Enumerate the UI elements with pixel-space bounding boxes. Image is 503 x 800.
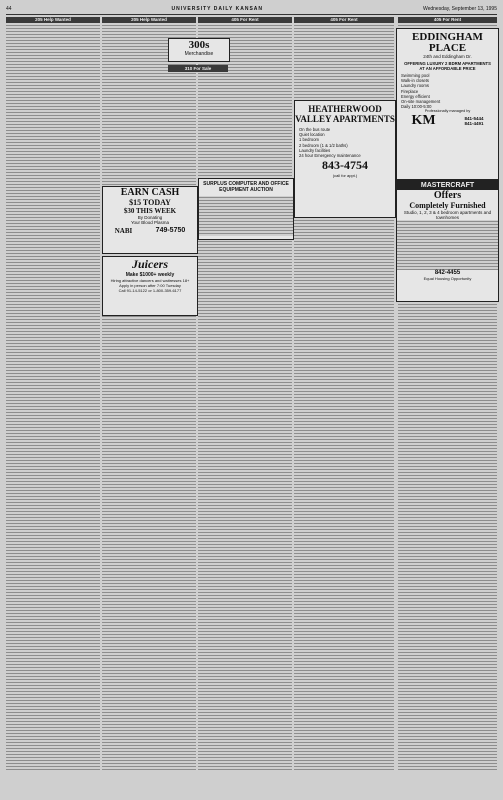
eddingham-item: Laundry rooms xyxy=(401,83,429,89)
heatherwood-item: On the bus route xyxy=(299,127,331,132)
classified-text xyxy=(198,24,292,770)
surplus-auction-ad xyxy=(198,178,294,240)
earn-line: Your Blood Plasma xyxy=(130,220,170,225)
masthead: UNIVERSITY DAILY KANSAN xyxy=(171,6,264,12)
eddingham-phone: 841-5444 xyxy=(464,116,484,122)
heatherwood-phone: 843-4754 xyxy=(322,158,368,173)
classified-text xyxy=(6,24,100,770)
section-sub: Merchandise xyxy=(184,51,214,57)
juicers-line: Make $1000+ weekly xyxy=(125,272,175,278)
mastercraft-title: Offers xyxy=(433,190,462,201)
juicers-line: Hiring attractive dancers and waitresses 18+ xyxy=(110,278,190,283)
column-heading: 205 Help Wanted xyxy=(102,17,196,23)
merchandise-section-header xyxy=(168,38,230,62)
mastercraft-sub: Studio, 1, 2, 3 & 4 bedroom apartments and townhomes xyxy=(403,210,492,220)
juicers-phone: Call 91-14-5122 or 1-800-359-6177 xyxy=(118,288,182,293)
classified-text xyxy=(102,24,196,770)
juicers-line: Apply in person after 7:00 Tuesday xyxy=(119,283,181,288)
earn-line: By Donating xyxy=(137,215,163,220)
juicers-title: Juicers xyxy=(132,257,168,271)
heatherwood-name: HEATHERWOOD VALLEY APARTMENTS xyxy=(295,104,395,124)
eddingham-sub: 24th and Eddingham Dr. xyxy=(423,54,472,59)
mastercraft-logo: MASTERCRAFT xyxy=(397,181,498,190)
page-number: 44 xyxy=(6,6,12,12)
km-logo: KM xyxy=(411,113,436,129)
heatherwood-sub: (call for appt.) xyxy=(332,173,358,179)
eddingham-item: Daily 10:00-5:00 xyxy=(401,104,432,110)
page-date: Wednesday, September 13, 1995 xyxy=(422,6,497,12)
column-heading: 405 For Rent xyxy=(398,17,497,23)
juicers-ad xyxy=(102,256,198,316)
heatherwood-item: 1 bedroom xyxy=(299,137,320,143)
mastercraft-phone: 842-4455 xyxy=(434,270,461,276)
mastercraft-tag: Equal Housing Opportunity xyxy=(423,276,472,281)
heatherwood-item: Quiet location xyxy=(299,132,325,138)
eddingham-item: Walk-in closets xyxy=(401,78,429,84)
nabi-logo: NABI xyxy=(114,227,133,235)
column-heading: 405 For Rent xyxy=(294,17,394,23)
eddingham-item: Swimming pool xyxy=(401,73,430,78)
heatherwood-ad xyxy=(294,100,396,218)
surplus-title: SURPLUS COMPUTER AND OFFICE EQUIPMENT AUCTION xyxy=(203,181,289,193)
mastercraft-title2: Completely Furnished xyxy=(409,201,486,210)
heatherwood-item: 2 bedroom (1 & 1/2 baths) xyxy=(299,142,348,148)
column-3 xyxy=(198,16,292,770)
section-title: 300s xyxy=(188,39,210,51)
eddingham-phone2: 841-4491 xyxy=(464,121,484,127)
earn-line: $30 THIS WEEK xyxy=(123,207,177,215)
eddingham-tag: OFFERING LUXURY 2 BDRM APARTMENTS AT AN AFFORDABLE PRICE xyxy=(404,61,491,71)
column-heading: 405 For Rent xyxy=(198,17,292,23)
surplus-text xyxy=(199,196,293,236)
column-1 xyxy=(6,16,100,770)
eddingham-ad xyxy=(396,28,499,180)
eddingham-name: EDDINGHAM PLACE xyxy=(412,31,483,54)
page-header xyxy=(6,4,497,15)
column-2 xyxy=(102,16,196,770)
for-sale-heading: 310 For Sale xyxy=(168,65,228,72)
column-heading: 205 Help Wanted xyxy=(6,17,100,23)
earn-phone: 749-5750 xyxy=(155,227,186,234)
heatherwood-item: Laundry facilities xyxy=(299,147,331,153)
eddingham-item: On-site management xyxy=(401,99,441,105)
eddingham-mgr: Professionally managed by xyxy=(424,109,471,114)
mastercraft-ad xyxy=(396,180,499,302)
mastercraft-text xyxy=(397,220,498,270)
earn-cash-title: EARN CASH xyxy=(120,187,180,198)
eddingham-item: Fireplace xyxy=(401,88,419,94)
earn-line: $15 TODAY xyxy=(129,198,171,207)
eddingham-item: Energy efficient xyxy=(401,93,430,99)
heatherwood-item: 24 hour Emergency maintenance xyxy=(299,153,361,159)
earn-cash-ad xyxy=(102,186,198,254)
